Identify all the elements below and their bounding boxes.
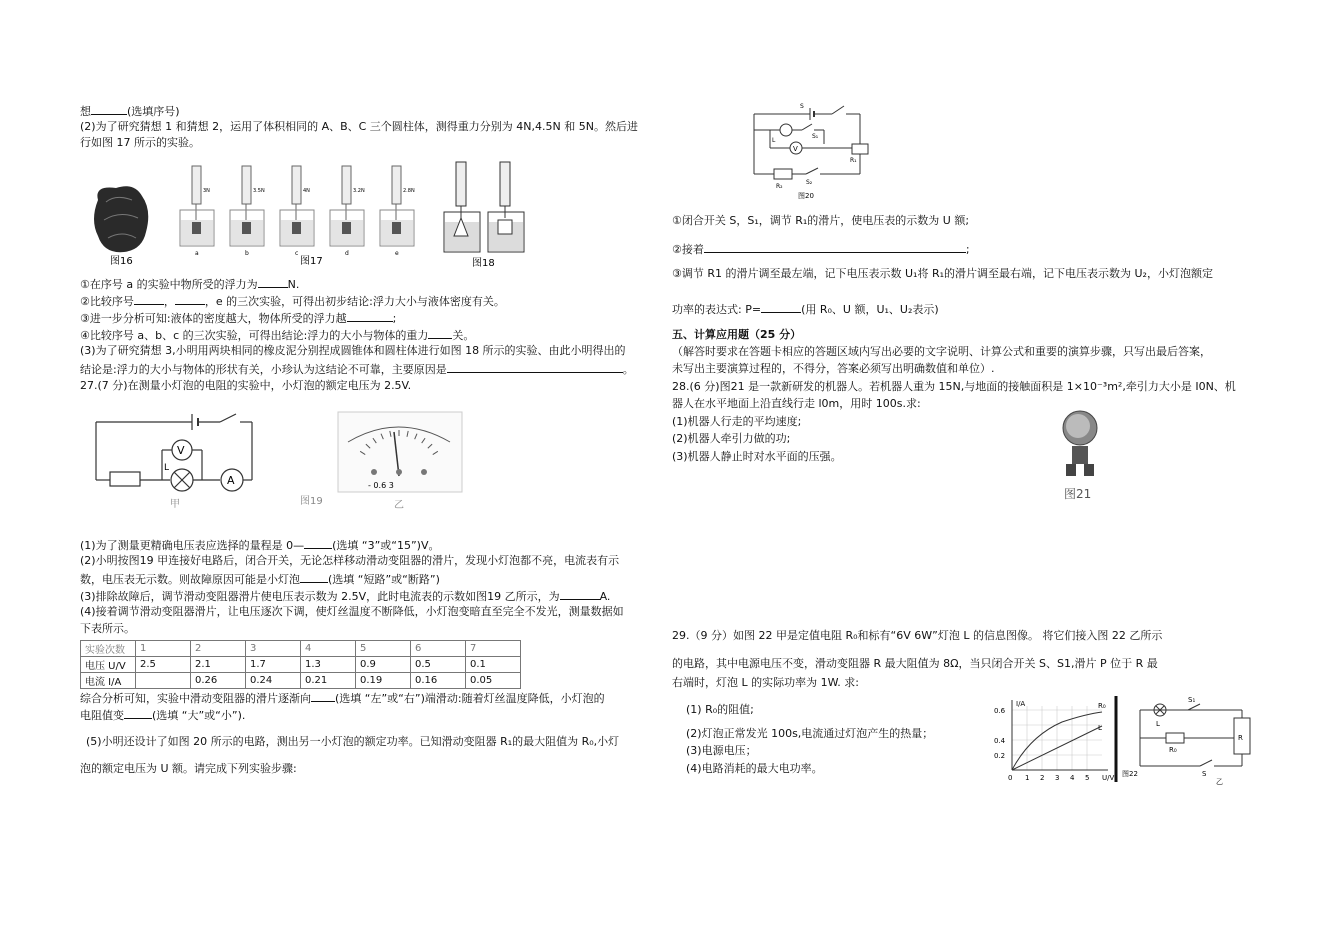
fig19-jia: 甲 bbox=[170, 499, 180, 510]
q28-3: (3)机器人静止时对水平面的压强。 bbox=[672, 450, 842, 463]
line-q2-cont: 行如图 17 所示的实验。 bbox=[80, 136, 200, 149]
meter-terminals: - 0.6 3 bbox=[368, 481, 394, 490]
table-cell: 实验次数 bbox=[81, 641, 136, 657]
q27-title: 27.(7 分)在测量小灯泡的电阻的实验中，小灯泡的额定电压为 2.5V. bbox=[80, 379, 412, 392]
beaker-reading: 4N bbox=[303, 188, 310, 194]
beaker-label: e bbox=[395, 250, 399, 257]
fig21-caption: 图21 bbox=[1064, 487, 1092, 501]
table-cell: 0.21 bbox=[301, 673, 356, 689]
table-cell bbox=[136, 673, 191, 689]
q-buoyancy-a: ①在序号 a 的实验中物所受的浮力为 N. bbox=[80, 278, 300, 291]
beaker-label: d bbox=[345, 250, 349, 257]
beaker-c bbox=[280, 166, 314, 257]
table-cell: 3 bbox=[246, 641, 301, 657]
beaker-label: a bbox=[195, 250, 199, 257]
beaker-reading: 3N bbox=[203, 188, 210, 194]
fig16-caption: 图16 bbox=[110, 256, 133, 267]
q-shape: (3)为了研究猜想 3,小明用两块相同的橡皮泥分别捏成圆锥体和圆柱体进行如图 18 所示的实验、由此小明得出的 bbox=[80, 344, 626, 357]
q27-3: (3)排除故障后，调节滑动变阻器滑片使电压表示数为 2.5V，此时电流表的示数如图19 乙所示，为 A. bbox=[80, 590, 611, 603]
beaker-reading: 3.5N bbox=[253, 188, 265, 194]
fig19-yi: 乙 bbox=[394, 500, 404, 511]
figure-22 bbox=[990, 696, 1320, 786]
table-cell: 0.5 bbox=[411, 657, 466, 673]
step-2: ②接着 ; bbox=[672, 243, 970, 256]
section-5-note-cont: 未写出主要演算过程的，不得分，答案必须写出明确数值和单位）. bbox=[672, 362, 995, 375]
table-cell: 2.1 bbox=[191, 657, 246, 673]
svg-text:0.2: 0.2 bbox=[994, 752, 1006, 760]
fig17-caption: 图17 bbox=[300, 256, 323, 267]
svg-text:S₁: S₁ bbox=[1188, 696, 1196, 704]
figure-20 bbox=[750, 100, 870, 202]
q29-3: (3)电源电压； bbox=[686, 744, 757, 757]
beaker-b bbox=[230, 166, 265, 257]
q29: 29.（9 分）如图 22 甲是定值电阻 R₀和标有“6V 6W”灯泡 L 的信息图像。 将它们接入图 22 乙所示 bbox=[672, 629, 1163, 642]
fig18-caption: 图18 bbox=[472, 258, 495, 269]
svg-text:1: 1 bbox=[1025, 774, 1030, 782]
q28-cont: 器人在水平地面上沿直线行走 l0m，用时 100s.求: bbox=[672, 397, 921, 410]
fig20-label-s1: S₁ bbox=[812, 133, 819, 140]
table-cell: 0.26 bbox=[191, 673, 246, 689]
svg-text:R₀: R₀ bbox=[1098, 702, 1106, 710]
svg-text:S: S bbox=[1202, 770, 1207, 778]
section-5-heading: 五、计算应用题（25 分） bbox=[672, 328, 802, 341]
q29-4: (4)电路消耗的最大电功率。 bbox=[686, 762, 823, 775]
data-table bbox=[80, 640, 521, 689]
figure-17 bbox=[172, 164, 434, 268]
svg-text:L: L bbox=[1156, 720, 1160, 728]
figure-19-meter bbox=[298, 408, 468, 511]
q-density-trend: ③进一步分析可知:液体的密度越大，物体所受的浮力越 ; bbox=[80, 312, 397, 325]
svg-text:4: 4 bbox=[1070, 774, 1075, 782]
table-cell: 0.9 bbox=[356, 657, 411, 673]
fig20-label-r1: R₁ bbox=[850, 157, 857, 164]
table-cell: 2.5 bbox=[136, 657, 191, 673]
q-gravity: ④比较序号 a、b、c 的三次实验，可得出结论:浮力的大小与物体的重力 关。 bbox=[80, 329, 475, 342]
table-cell: 1.7 bbox=[246, 657, 301, 673]
q-compare-density: ②比较序号 ， ，e 的三次实验，可得出初步结论:浮力大小与液体密度有关。 bbox=[80, 295, 505, 308]
beaker-a bbox=[180, 166, 214, 257]
svg-text:图22: 图22 bbox=[1122, 770, 1138, 778]
line-q2: (2)为了研究猜想 1 和猜想 2，运用了体积相同的 A、B、C 三个圆柱体，测得重力分别为 4N,4.5N 和 5N。然后进 bbox=[80, 120, 638, 133]
figure-16 bbox=[86, 180, 156, 266]
svg-text:0.4: 0.4 bbox=[994, 737, 1006, 745]
section-5-note: （解答时要求在答题卡相应的答题区域内写出必要的文字说明、计算公式和重要的演算步骤，只写出最后答案， bbox=[672, 345, 1211, 358]
q28: 28.(6 分)图21 是一款新研发的机器人。若机器人重为 15N,与地面的接触面积是 1×10⁻³m²,牵引力大小是 I0N、机 bbox=[672, 380, 1236, 393]
table-cell: 0.1 bbox=[466, 657, 521, 673]
q27-4: (4)接着调节滑动变阻器滑片，让电压逐次下调，使灯丝温度不断降低，小灯泡变暗直至完全不发光，测量数据如 bbox=[80, 605, 624, 618]
q28-1: (1)机器人行走的平均速度; bbox=[672, 415, 802, 428]
beaker-label: c bbox=[295, 250, 299, 257]
table-cell: 电压 U/V bbox=[81, 657, 136, 673]
q29-2: (2)灯泡正常发光 100s,电流通过灯泡产生的热量； bbox=[686, 727, 934, 740]
beaker-reading: 3.2N bbox=[353, 188, 365, 194]
ammeter-symbol: A bbox=[227, 474, 235, 487]
q27-1: (1)为了测量更精确电压表应选择的量程是 0— (选填 “3”或“15”)V。 bbox=[80, 539, 440, 552]
svg-text:乙: 乙 bbox=[1216, 778, 1223, 786]
table-row bbox=[81, 673, 521, 689]
q27-5: (5)小明还设计了如图 20 所示的电路，测出另一小灯泡的额定功率。已知滑动变阻器 R₁的最大阻值为 R₀,小灯 bbox=[86, 735, 620, 748]
table-cell: 6 bbox=[411, 641, 466, 657]
figure-21-robot bbox=[1056, 408, 1106, 500]
fig20-label-r2: R₂ bbox=[776, 183, 783, 190]
beaker-e bbox=[380, 166, 415, 257]
table-cell: 1 bbox=[136, 641, 191, 657]
voltmeter-symbol: V bbox=[177, 444, 185, 457]
table-cell: 电流 I/A bbox=[81, 673, 136, 689]
svg-text:I/A: I/A bbox=[1016, 700, 1026, 708]
svg-text:V: V bbox=[793, 145, 798, 153]
beaker-d bbox=[330, 166, 365, 257]
fig20-label-l: L bbox=[772, 137, 776, 144]
fig20-label-s2: S₂ bbox=[806, 179, 813, 186]
svg-text:L: L bbox=[1098, 724, 1102, 732]
table-cell: 0.16 bbox=[411, 673, 466, 689]
svg-text:R: R bbox=[1238, 734, 1243, 742]
svg-text:0: 0 bbox=[1008, 774, 1013, 782]
q27-5-cont: 泡的额定电压为 U 额。请完成下列实验步骤: bbox=[80, 762, 297, 775]
svg-text:0.6: 0.6 bbox=[994, 707, 1006, 715]
q-shape-cont: 结论是:浮力的大小与物体的形状有关，小珍认为这结论不可靠，主要原因是 。 bbox=[80, 363, 634, 376]
table-cell: 5 bbox=[356, 641, 411, 657]
q29-cont: 的电路，其中电源电压不变，滑动变阻器 R 最大阻值为 8Ω，当只闭合开关 S、S1,滑片 P 位于 R 最 bbox=[672, 657, 1158, 670]
fig20-label-s: S bbox=[800, 103, 804, 110]
q27-analysis-cont: 电阻值变 (选填 “大”或“小”). bbox=[80, 709, 246, 722]
svg-text:2: 2 bbox=[1040, 774, 1045, 782]
table-row bbox=[81, 657, 521, 673]
svg-text:L: L bbox=[164, 463, 170, 473]
fig19-caption: 图19 bbox=[300, 496, 323, 507]
table-cell: 1.3 bbox=[301, 657, 356, 673]
figure-18 bbox=[440, 160, 550, 270]
table-cell: 7 bbox=[466, 641, 521, 657]
step-3: ③调节 R1 的滑片调至最左端，记下电压表示数 U₁将 R₁的滑片调至最右端，记下电压表示数为 U₂，小灯泡额定 bbox=[672, 267, 1213, 280]
q27-4-cont: 下表所示。 bbox=[80, 622, 135, 635]
q29-cont-2: 右端时，灯泡 L 的实际功率为 1W. 求: bbox=[672, 676, 859, 689]
fig20-caption: 图20 bbox=[798, 192, 814, 200]
svg-text:U/V: U/V bbox=[1102, 774, 1115, 782]
step-4: 功率的表达式: P= (用 R₀、U 额，U₁、U₂表示) bbox=[672, 303, 939, 316]
table-row bbox=[81, 641, 521, 657]
q29-1: (1) R₀的阻值; bbox=[686, 703, 754, 716]
q27-analysis: 综合分析可知，实验中滑动变阻器的滑片逐渐向 (选填 “左”或“右”)端滑动:随着灯丝温度降低，小灯泡的 bbox=[80, 692, 605, 705]
figure-19-circuit bbox=[92, 408, 262, 510]
svg-text:3: 3 bbox=[1055, 774, 1060, 782]
beaker-label: b bbox=[245, 250, 249, 257]
q27-2: (2)小明按图19 甲连接好电路后，闭合开关，无论怎样移动滑动变阻器的滑片，发现小灯泡都不亮，电流表有示 bbox=[80, 554, 620, 567]
table-cell: 0.05 bbox=[466, 673, 521, 689]
table-cell: 0.24 bbox=[246, 673, 301, 689]
table-cell: 4 bbox=[301, 641, 356, 657]
q27-2-cont: 数，电压表无示数。则故障原因可能是小灯泡 (选填 “短路”或“断路”) bbox=[80, 573, 440, 586]
q28-2: (2)机器人牵引力做的功; bbox=[672, 432, 791, 445]
table-cell: 2 bbox=[191, 641, 246, 657]
step-1: ①闭合开关 S，S₁，调节 R₁的滑片，使电压表的示数为 U 额; bbox=[672, 214, 970, 227]
beaker-reading: 2.8N bbox=[403, 188, 415, 194]
table-cell: 0.19 bbox=[356, 673, 411, 689]
svg-text:R₀: R₀ bbox=[1169, 746, 1177, 754]
svg-text:5: 5 bbox=[1085, 774, 1090, 782]
line-guess: 想 (选填序号) bbox=[80, 105, 180, 118]
